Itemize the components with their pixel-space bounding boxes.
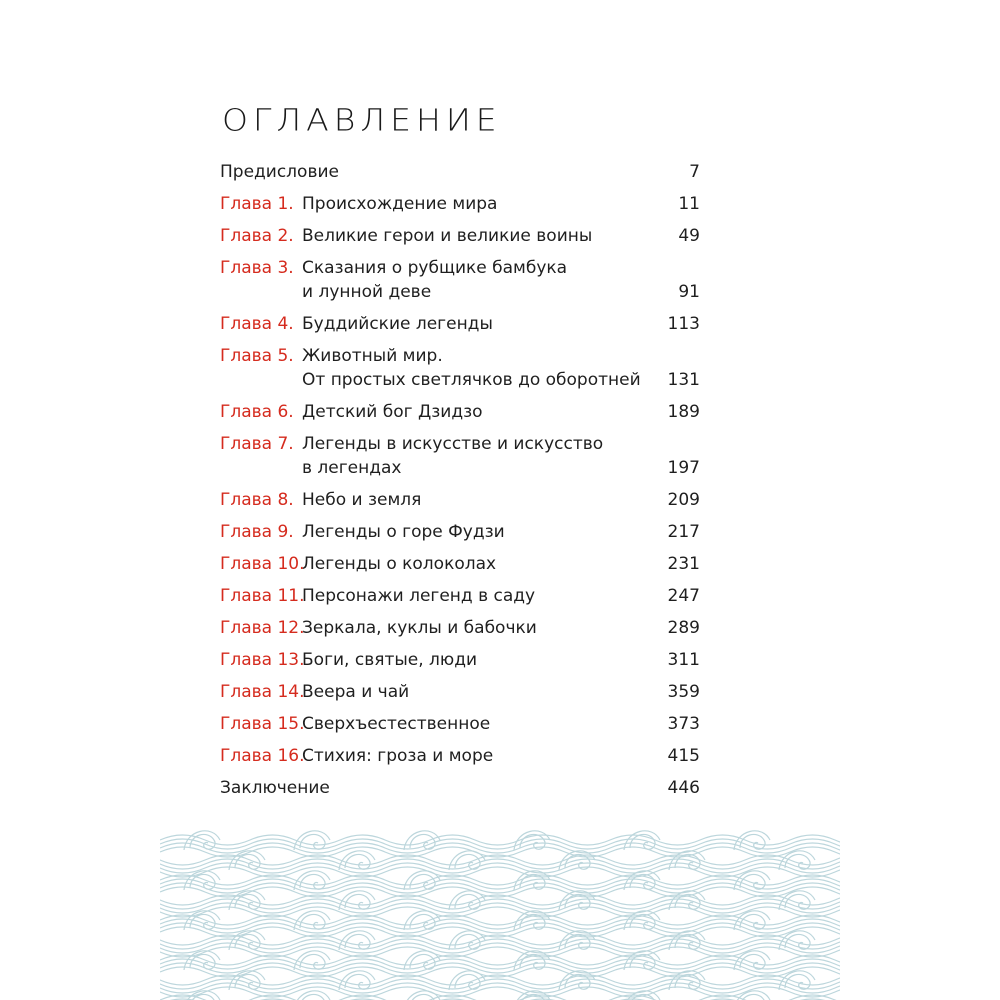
entry-title-line: Легенды в искусстве и искусство bbox=[302, 434, 604, 454]
toc-entry[interactable] bbox=[220, 256, 700, 304]
entry-title bbox=[302, 344, 700, 392]
chapter-label: Глава 8. bbox=[220, 490, 294, 510]
wave-line bbox=[734, 991, 770, 1000]
page-number: 231 bbox=[667, 554, 700, 574]
chapter-label: Глава 9. bbox=[220, 522, 294, 542]
entry-title bbox=[302, 256, 700, 304]
page-number: 131 bbox=[667, 370, 700, 390]
entry-title-line: Небо и земля bbox=[302, 490, 422, 510]
page-number: 197 bbox=[667, 458, 700, 478]
chapter-label: Глава 4. bbox=[220, 314, 294, 334]
chapter-label: Глава 5. bbox=[220, 346, 294, 366]
entry-title-line: Зеркала, куклы и бабочки bbox=[302, 618, 537, 638]
page-title: ОГЛАВЛЕНИЕ bbox=[222, 102, 502, 138]
toc-entry[interactable] bbox=[220, 552, 700, 576]
page-number: 373 bbox=[667, 714, 700, 734]
page-number: 209 bbox=[667, 490, 700, 510]
page-number: 289 bbox=[667, 618, 700, 638]
page-number: 247 bbox=[667, 586, 700, 606]
page-number: 359 bbox=[667, 682, 700, 702]
entry-title-line: Стихия: гроза и море bbox=[302, 746, 494, 766]
page-number: 113 bbox=[667, 314, 700, 334]
toc-entry[interactable] bbox=[220, 160, 700, 184]
toc-entry[interactable] bbox=[220, 776, 700, 800]
toc-entry[interactable] bbox=[220, 648, 700, 672]
entry-title-line: Заключение bbox=[220, 778, 330, 798]
entry-title bbox=[302, 616, 700, 640]
chapter-label: Глава 2. bbox=[220, 226, 294, 246]
page-number: 49 bbox=[678, 226, 700, 246]
entry-title-line: Детский бог Дзидзо bbox=[302, 402, 483, 422]
page-number: 189 bbox=[667, 402, 700, 422]
entry-title bbox=[302, 712, 700, 736]
page-number: 91 bbox=[678, 282, 700, 302]
chapter-label: Глава 7. bbox=[220, 434, 294, 454]
entry-title bbox=[302, 224, 700, 248]
chapter-label: Глава 1. bbox=[220, 194, 294, 214]
entry-title bbox=[302, 400, 700, 424]
toc-entry[interactable] bbox=[220, 584, 700, 608]
entry-title bbox=[302, 584, 700, 608]
toc-entry[interactable] bbox=[220, 712, 700, 736]
entry-title-line: Сверхъестественное bbox=[302, 714, 491, 734]
toc-entry[interactable] bbox=[220, 344, 700, 392]
chapter-label: Глава 12. bbox=[220, 618, 305, 638]
entry-title bbox=[302, 192, 700, 216]
toc-entry[interactable] bbox=[220, 744, 700, 768]
entry-title-line: Персонажи легенд в саду bbox=[302, 586, 536, 606]
chapter-label: Глава 10. bbox=[220, 554, 305, 574]
page-number: 7 bbox=[689, 162, 700, 182]
entry-title-line: Веера и чай bbox=[302, 682, 410, 702]
chapter-label: Глава 15. bbox=[220, 714, 305, 734]
entry-title-line: От простых светлячков до оборотней bbox=[302, 370, 641, 390]
entry-title bbox=[302, 680, 700, 704]
table-of-contents bbox=[220, 160, 700, 808]
toc-entry[interactable] bbox=[220, 312, 700, 336]
entry-title bbox=[220, 776, 700, 800]
entry-title bbox=[302, 744, 700, 768]
entry-title-line: Предисловие bbox=[220, 162, 339, 182]
page-number: 217 bbox=[667, 522, 700, 542]
chapter-label: Глава 13. bbox=[220, 650, 305, 670]
entry-title-line: Легенды о колоколах bbox=[302, 554, 497, 574]
entry-title-line: Происхождение мира bbox=[302, 194, 498, 214]
toc-entry[interactable] bbox=[220, 680, 700, 704]
toc-entry[interactable] bbox=[220, 224, 700, 248]
entry-title bbox=[302, 648, 700, 672]
chapter-label: Глава 11. bbox=[220, 586, 305, 606]
chapter-label: Глава 14. bbox=[220, 682, 305, 702]
wave-pattern-decoration bbox=[160, 820, 840, 1000]
entry-title-line: Боги, святые, люди bbox=[302, 650, 478, 670]
wave-line bbox=[300, 994, 325, 1000]
entry-title bbox=[302, 312, 700, 336]
entry-title-line: Буддийские легенды bbox=[302, 314, 493, 334]
entry-title-line: Сказания о рубщике бамбука bbox=[302, 258, 568, 278]
page-number: 446 bbox=[667, 778, 700, 798]
entry-title-line: в легендах bbox=[302, 458, 402, 478]
toc-entry[interactable] bbox=[220, 520, 700, 544]
page-number: 11 bbox=[678, 194, 700, 214]
entry-title bbox=[302, 432, 700, 480]
entry-title-line: Великие герои и великие воины bbox=[302, 226, 593, 246]
wave-line bbox=[294, 991, 330, 1000]
toc-entry[interactable] bbox=[220, 488, 700, 512]
toc-entry[interactable] bbox=[220, 616, 700, 640]
chapter-label: Глава 3. bbox=[220, 258, 294, 278]
toc-entry[interactable] bbox=[220, 400, 700, 424]
page-number: 311 bbox=[667, 650, 700, 670]
entry-title bbox=[302, 520, 700, 544]
page-number: 415 bbox=[667, 746, 700, 766]
entry-title-line: Легенды о горе Фудзи bbox=[302, 522, 505, 542]
entry-title-line: Животный мир. bbox=[302, 346, 443, 366]
toc-entry[interactable] bbox=[220, 432, 700, 480]
chapter-label: Глава 16. bbox=[220, 746, 305, 766]
chapter-label: Глава 6. bbox=[220, 402, 294, 422]
entry-title bbox=[302, 552, 700, 576]
entry-title bbox=[302, 488, 700, 512]
entry-title-line: и лунной деве bbox=[302, 282, 432, 302]
entry-title bbox=[220, 160, 700, 184]
toc-entry[interactable] bbox=[220, 192, 700, 216]
